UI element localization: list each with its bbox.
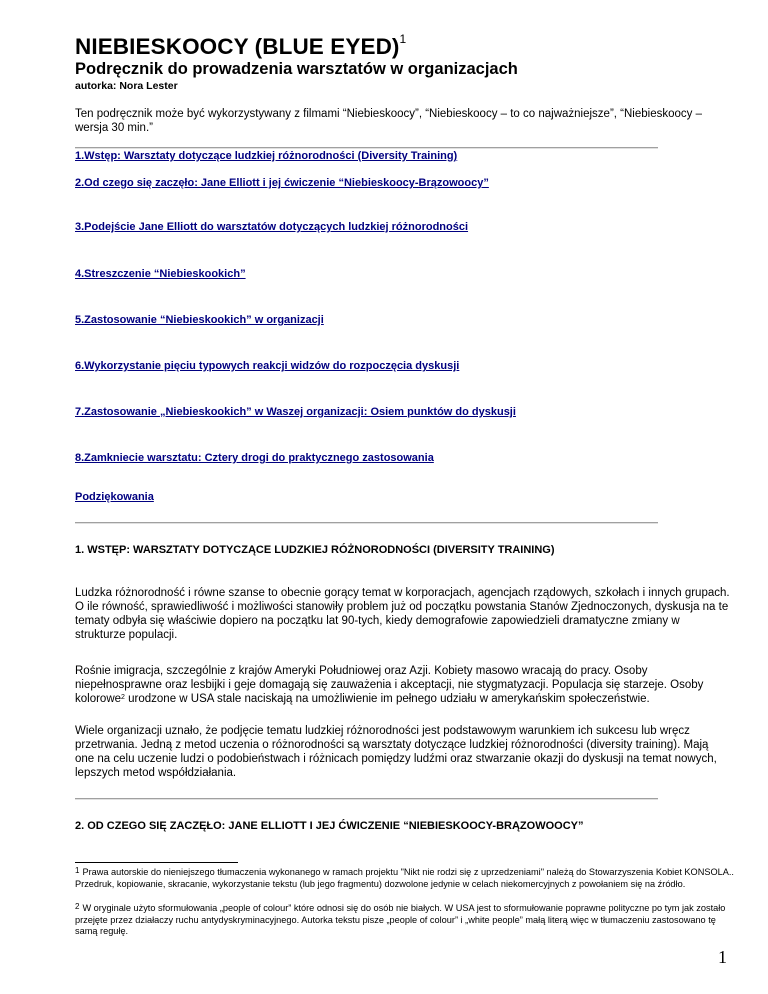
section-1-paragraph-2 (75, 664, 730, 706)
footnote-ref-2[interactable]: 2 (121, 694, 125, 701)
author-line: autorka: Nora Lester (75, 80, 178, 92)
footnote-2-text: W oryginale użyto sformułowania „people of colour” które odnosi się do osób nie białych. W USA jest to sformułowanie poprawne polityczne po tym jak zostało przejęte przez działaczy ruchu antydyskryminacyjnego. Autorka tekstu pisze „people of colour” i „white people” małą literą więc w tłumaczeniu zastosowano tę samą regułę. (75, 903, 726, 936)
toc-link-2[interactable]: 2.Od czego się zaczęło: Jane Elliott i jej ćwiczenie “Niebieskoocy-Brązowoocy” (75, 177, 489, 189)
section-1-heading: 1. WSTĘP: WARSZTATY DOTYCZĄCE LUDZKIEJ RÓŻNORODNOŚCI (DIVERSITY TRAINING) (75, 544, 555, 556)
toc-link-6[interactable]: 6.Wykorzystanie pięciu typowych reakcji widzów do rozpoczęcia dyskusji (75, 360, 460, 372)
footnote-1-text: Prawa autorskie do nieniejszego tłumaczenia wykonanego w ramach projektu "Nikt nie rodzi się z uprzedzeniami" należą do Stowarzyszenia Kobiet KONSOLA.. Przedruk, kopiowanie, skracanie, wykorzystanie tekstu (lub jego fragmentu) dozwolone jedynie w celach niekomercyjnych z powołaniem się na źródło. (75, 867, 734, 889)
section-1-paragraph-1: Ludzka różnorodność i równe szanse to obecnie gorący temat w korporacjach, agencjach rządowych, szkołach i innych grupach. O ile równość, sprawiedliwość i możliwości stanowiły problem już od początku powstania Stanów Zjednoczonych, dyskusja na te tematy odbyła się właściwie dopiero na początku lat 90-tych, kiedy demografowie zapowiedzieli dramatyczne zmiany w strukturze populacji. (75, 587, 730, 641)
toc-link-3[interactable]: 3.Podejście Jane Elliott do warsztatów dotyczących ludzkiej różnorodności (75, 221, 469, 233)
footnote-2 (75, 903, 735, 938)
toc-link-8[interactable]: 8.Zamkniecie warsztatu: Cztery drogi do praktycznego zastosowania (75, 452, 434, 464)
paragraph-2-text-start: Rośnie imigracja, szczególnie z krajów Ameryki Południowej oraz Azji. Kobiety masowo wracają do pracy. Osoby niepełnosprawne oraz lesbijki i geje domagają się zauważenia i akceptacji, nie stygmatyzacji. Populacja się starzeje. Osoby kolorowe (75, 665, 704, 705)
toc-link-4[interactable]: 4.Streszczenie “Niebieskookich” (75, 268, 246, 280)
footnote-1-number: 1 (75, 866, 80, 875)
toc-link-acknowledgements[interactable]: Podziękowania (75, 491, 154, 503)
page-number: 1 (718, 947, 727, 967)
paragraph-2-text-end: urodzone w USA stale naciskają na umożliwienie im pełnego udziału w amerykańskim społeczeństwie. (124, 693, 650, 705)
toc-link-7[interactable]: 7.Zastosowanie „Niebieskookich” w Waszej organizacji: Osiem punktów do dyskusji (75, 406, 516, 418)
document-subtitle: Podręcznik do prowadzenia warsztatów w organizacjach (75, 60, 518, 78)
footnote-separator (75, 862, 238, 863)
title-footnote-ref[interactable]: 1 (399, 32, 407, 46)
toc-link-1[interactable]: 1.Wstęp: Warsztaty dotyczące ludzkiej różnorodności (Diversity Training) (75, 150, 458, 162)
footnote-1 (75, 867, 735, 890)
intro-text: Ten podręcznik może być wykorzystywany z filmami “Niebieskoocy”, “Niebieskoocy – to co najważniejsze”, “Niebieskoocy – wersja 30 min.” (75, 108, 702, 134)
toc-link-5[interactable]: 5.Zastosowanie “Niebieskookich” w organizacji (75, 314, 324, 326)
divider-section-2 (75, 798, 658, 800)
footnote-2-number: 2 (75, 902, 80, 911)
divider-top (75, 147, 658, 149)
section-1-paragraph-3: Wiele organizacji uznało, że podjęcie tematu ludzkiej różnorodności jest podstawowym warunkiem ich sukcesu lub wręcz przetrwania. Jedną z metod uczenia o różnorodności są warsztaty dotyczące ludzkiej różnorodności (diversity training). Mają one na celu uczenie ludzi o podobieństwach i różnicach pomiędzy ludźmi oraz stwarzanie okazji do dyskusji na temat nowych, lepszych metod współdziałania. (75, 725, 717, 779)
document-title (75, 34, 406, 60)
divider-after-toc (75, 522, 658, 524)
section-2-heading: 2. OD CZEGO SIĘ ZACZĘŁO: JANE ELLIOTT I JEJ ĆWICZENIE “NIEBIESKOOCY-BRĄZOWOOCY” (75, 820, 584, 832)
title-text: NIEBIESKOOCY (BLUE EYED) (75, 34, 400, 59)
